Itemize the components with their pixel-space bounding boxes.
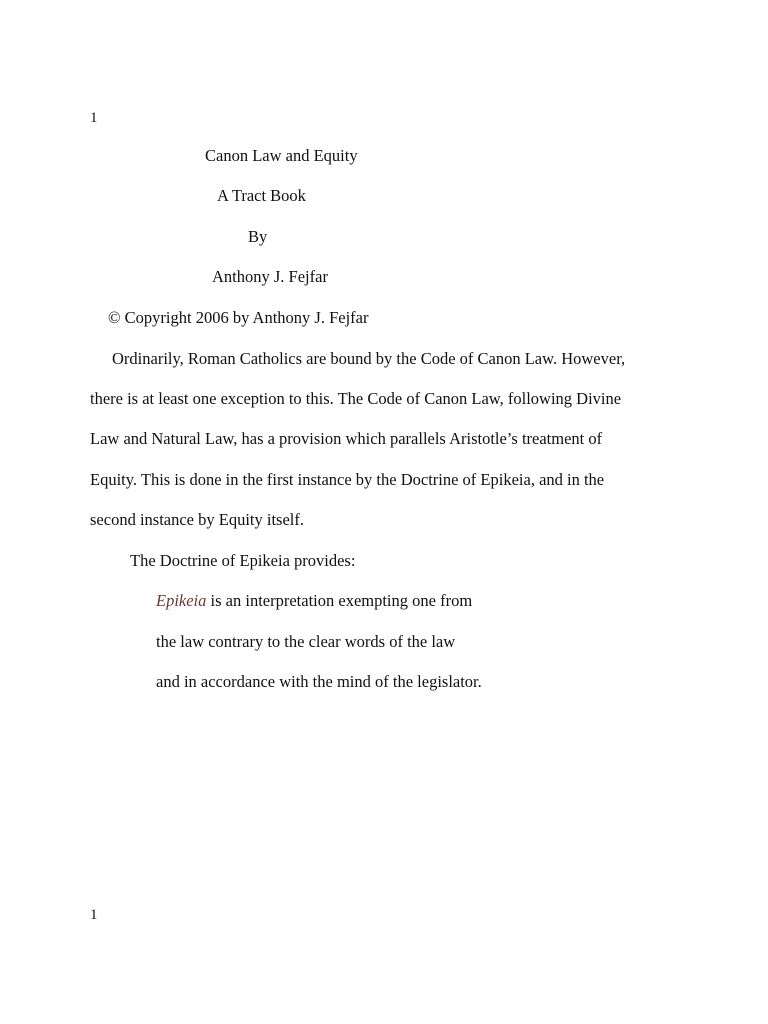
copyright-line: © Copyright 2006 by Anthony J. Fejfar xyxy=(108,308,369,327)
doctrine-intro: The Doctrine of Epikeia provides: xyxy=(130,551,356,570)
paragraph-line: second instance by Equity itself. xyxy=(90,510,304,529)
header-page-number: 1 xyxy=(90,110,98,126)
paragraph-line: Ordinarily, Roman Catholics are bound by the Code of Canon Law. However, xyxy=(112,349,626,368)
byline-by: By xyxy=(248,227,268,246)
paragraph-line: there is at least one exception to this. The Code of Canon Law, following Divine xyxy=(90,389,622,408)
quote-line: and in accordance with the mind of the legislator. xyxy=(156,672,482,691)
document-title: Canon Law and Equity xyxy=(205,146,358,165)
quote-line-rest: is an interpretation exempting one from xyxy=(206,591,473,610)
quote-line: the law contrary to the clear words of the law xyxy=(156,632,456,651)
paragraph-line: Law and Natural Law, has a provision which parallels Aristotle’s treatment of xyxy=(90,429,603,448)
footer-page-number: 1 xyxy=(90,907,98,923)
document-subtitle: A Tract Book xyxy=(217,186,306,205)
quote-line xyxy=(156,591,472,611)
epikeia-term: Epikeia xyxy=(156,591,207,610)
paragraph-line: Equity. This is done in the first instance by the Doctrine of Epikeia, and in the xyxy=(90,470,605,489)
author-name: Anthony J. Fejfar xyxy=(212,267,328,286)
